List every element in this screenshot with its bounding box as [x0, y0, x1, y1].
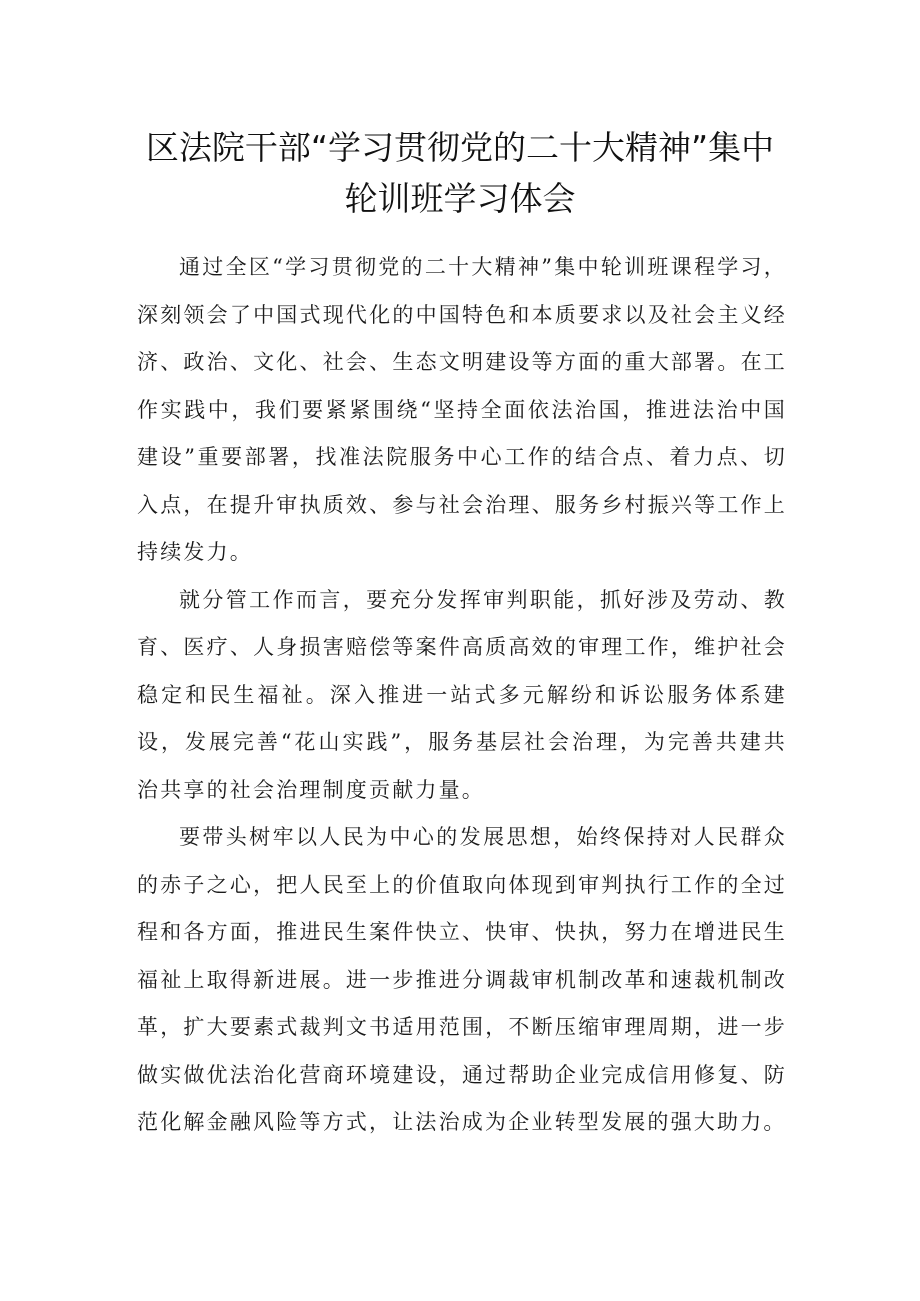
paragraph-2: 就分管工作而言，要充分发挥审判职能，抓好涉及劳动、教育、医疗、人身损害赔偿等案件高质高效的审理工作，维护社会稳定和民生福祉。深入推进一站式多元解纷和诉讼服务体系建设，发展完善“花山实践”，服务基层社会治理，为完善共建共治共享的社会治理制度贡献力量。	[137, 587, 787, 802]
title-line-1: 区法院干部“学习贯彻党的二十大精神”集中	[145, 128, 775, 167]
document-title	[120, 122, 800, 224]
paragraph-1: 通过全区“学习贯彻党的二十大精神”集中轮训班课程学习，深刻领会了中国式现代化的中国特色和本质要求以及社会主义经济、政治、文化、社会、生态文明建设等方面的重大部署。在工作实践中，我们要紧紧围绕“坚持全面依法治国，推进法治中国建设”重要部署，找准法院服务中心工作的结合点、着力点、切入点，在提升审执质效、参与社会治理、服务乡村振兴等工作上持续发力。	[137, 255, 787, 564]
paragraph-3: 要带头树牢以人民为中心的发展思想，始终保持对人民群众的赤子之心，把人民至上的价值取向体现到审判执行工作的全过程和各方面，推进民生案件快立、快审、快执，努力在增进民生福祉上取得新进展。进一步推进分调裁审机制改革和速裁机制改革，扩大要素式裁判文书适用范围，不断压缩审理周期，进一步做实做优法治化营商环境建设，通过帮助企业完成信用修复、防范化解金融风险等方式，让法治成为企业转型发展的强大助力。	[137, 825, 787, 1134]
document-body	[137, 244, 787, 1147]
title-line-2: 轮训班学习体会	[344, 179, 576, 218]
